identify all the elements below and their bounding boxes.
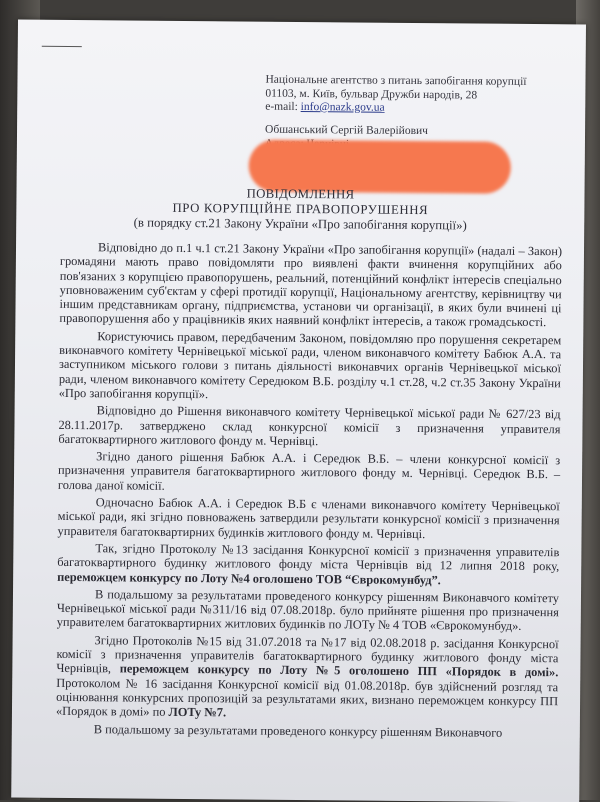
recipient-address: 01103, м. Київ, бульвар Дружби народів, 28 bbox=[265, 87, 478, 102]
recipient-email-row bbox=[265, 101, 526, 117]
sender-name: Обшанський Сергій Валерійович bbox=[265, 123, 429, 138]
paragraph-6-text: Так, згідно Протоколу №13 засідання Конкурсної комісії з призначення управителів багатоквартирного будинку житлового фонду міста Чернівців від 12 липня 2018 року, bbox=[57, 541, 560, 574]
paragraph-4: Згідно даного рішення Бабюк А.А. і Середюк В.Б. – члени конкурсної комісії з призначення управителя багатоквартирного житлового фонду м. Чернівці. Середюк В.Б. – голова даної комісії. bbox=[57, 449, 561, 493]
paragraph-8-bold-2: ЛОТу №7. bbox=[168, 705, 227, 720]
margin-dash bbox=[42, 46, 82, 47]
doc-legal-basis: (в порядку ст.21 Закону України «Про запобігання корупції») bbox=[133, 215, 467, 233]
doc-title: ПОВІДОМЛЕННЯ bbox=[246, 186, 355, 202]
paragraph-1: Відповідно до п.1 ч.1 ст.21 Закону України «Про запобігання корупції» (надалі – Закон) громадяни мають право повідомляти про виявлені факти вчинення корупційних або пов'язаних з корупцією правопорушень, реальний, потенційний конфлікт інтересів спеціально уповноваженим суб'єктам у сфері протидії корупції, Національному агентству, керівництву чи іншим представникам органу, підприємства, установи чи організації, в яких були вчинені ці правопорушення або у працівників яких наявний конфлікт інтересів, а також громадськості. bbox=[59, 240, 563, 330]
recipient-agency: Національне агентство з питань запобігання корупції bbox=[265, 73, 527, 88]
doc-subtitle: ПРО КОРУПЦІЙНЕ ПРАВОПОРУШЕННЯ bbox=[172, 200, 429, 218]
email-label: e-mail: bbox=[265, 100, 301, 113]
paragraph-8-bold: переможцем конкурсу по Лоту №5 оголошено ПП «Порядок в домі». bbox=[119, 661, 559, 680]
email-link[interactable]: info@nazk.gov.ua bbox=[300, 100, 385, 114]
document-body bbox=[56, 240, 562, 743]
redaction-mark bbox=[249, 140, 511, 194]
paragraph-6-bold: переможцем конкурсу по Лоту №4 оголошено ТОВ “Єврокомунбуд”. bbox=[57, 569, 441, 587]
paragraph-8-text: Згідно Протоколів №15 від 31.07.2018 та №17 від 02.08.2018 р. засідання Конкурсної комісії з призначення управителів багатоквартирного будинку житлового фонду міста Чернівців, bbox=[56, 632, 559, 676]
paragraph-5: Одночасно Бабюк А.А. і Середюк В.Б є членами виконавчого комітету Чернівецької міської ради, які згідно повноважень затвердили результати конкурсної комісії з призначення управителя багатоквартирних будинків житлового фонду м. Чернівці. bbox=[57, 495, 560, 541]
paragraph-9: В подальшому за результатами проведеного конкурсу рішенням Виконавчого bbox=[93, 721, 503, 740]
paragraph-8 bbox=[56, 633, 559, 723]
paragraph-8-text-2: Протоколом № 16 засідання Конкурсної комісії від 01.08.2018р. був здійснений розгляд та оцінювання конкурсних пропозицій за результатами яких, визнано переможцем конкурсу ПП «Порядок в домі» по bbox=[55, 675, 559, 720]
paragraph-2: Користуючись правом, передбаченим Законом, повідомляю про порушення секретарем виконавчого комітету Чернівецької міської ради, членом виконавчого комітету Бабюк А.А. та заступником міського голови з питань діяльності виконавчих органів Чернівецької міської ради, членом виконавчого комітету Середюком В.Б. розділу ч.1 ст.28, ч.2 ст.35 Закону України «Про запобігання корупції». bbox=[58, 329, 562, 402]
paragraph-7: В подальшому за результатами проведеного конкурсу рішенням Виконавчого комітету Чернівецької міської ради №311/16 від 07.08.2018р. було прийняте рішення про призначення управителем багатоквартирних житлових будинків по ЛОТу № 4 ТОВ «Єврокомунбуд». bbox=[56, 587, 560, 634]
paragraph-6 bbox=[57, 541, 559, 588]
recipient-block bbox=[265, 74, 526, 117]
paragraph-3: Відповідно до Рішення виконавчого комітету Чернівецької міської ради № 627/23 від 28.11.2017р. затверджено склад конкурсної комісії з призначення управителя багатоквартирного житлового фонду м. Чернівці. bbox=[58, 403, 561, 449]
document-page bbox=[11, 20, 586, 802]
